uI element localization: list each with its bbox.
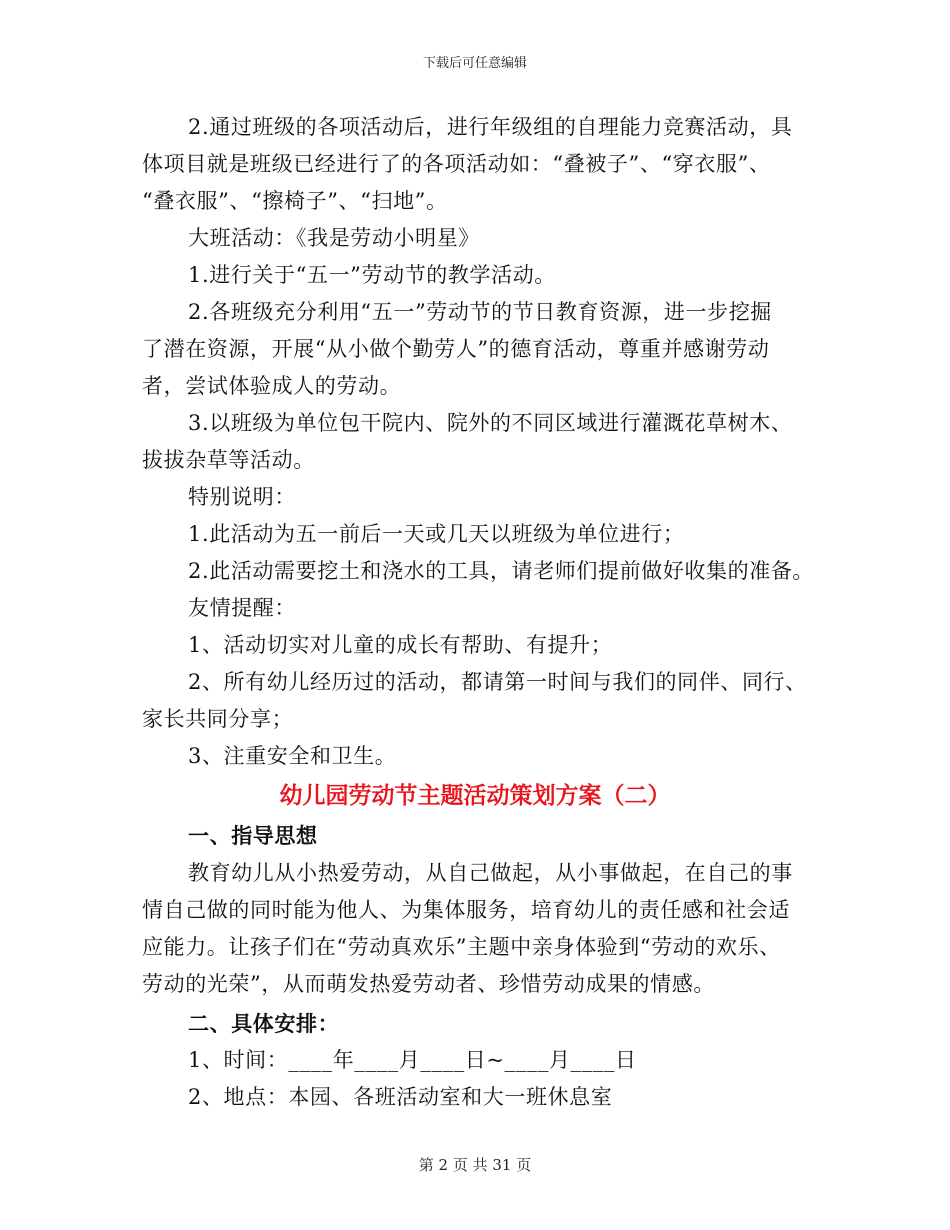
paragraph-line: 2.此活动需要挖土和浇水的工具，请老师们提前做好收集的准备。 bbox=[188, 559, 815, 583]
section-heading: 二、具体安排： bbox=[188, 1011, 340, 1036]
section-heading: 一、指导思想 bbox=[188, 823, 318, 848]
page-header: 下载后可任意编辑 bbox=[422, 56, 527, 71]
paragraph-line: 2.各班级充分利用“五一”劳动节的节日教育资源，进一步挖掘 bbox=[188, 300, 772, 324]
paragraph-line: 拔拔杂草等活动。 bbox=[142, 448, 315, 472]
paragraph-line: 1.进行关于“五一”劳动节的教学活动。 bbox=[188, 263, 556, 287]
paragraph-line: 家长共同分享； bbox=[142, 707, 294, 731]
paragraph-line: 情自己做的同时能为他人、为集体服务，培育幼儿的责任感和社会适 bbox=[142, 898, 790, 922]
paragraph-line: 3、注重安全和卫生。 bbox=[188, 744, 397, 768]
paragraph-line: 友情提醒： bbox=[188, 596, 296, 620]
paragraph-line: 3.以班级为单位包干院内、院外的不同区域进行灌溉花草树木、 bbox=[188, 411, 793, 435]
paragraph-line: 应能力。让孩子们在“劳动真欢乐”主题中亲身体验到“劳动的欢乐、 bbox=[142, 935, 781, 959]
paragraph-line: 2、所有幼儿经历过的活动，都请第一时间与我们的同伴、同行、 bbox=[188, 670, 807, 694]
paragraph-line: 教育幼儿从小热爱劳动，从自己做起，从小事做起，在自己的事 bbox=[188, 861, 793, 885]
page-footer: 第 2 页 共 31 页 bbox=[418, 1156, 532, 1174]
paragraph-line: 特别说明： bbox=[188, 485, 296, 509]
paragraph-line: 者，尝试体验成人的劳动。 bbox=[142, 374, 402, 398]
paragraph-line: 劳动的光荣”，从而萌发热爱劳动者、珍惜劳动成果的情感。 bbox=[142, 972, 715, 996]
paragraph-line: 大班活动：《我是劳动小明星》 bbox=[188, 226, 480, 250]
paragraph-line: 1、活动切实对儿童的成长有帮助、有提升； bbox=[188, 633, 613, 657]
paragraph-line: 体项目就是班级已经进行了的各项活动如：“叠被子”、“穿衣服”、 bbox=[142, 152, 771, 176]
paragraph-line: “叠衣服”、“擦椅子”、“扫地”。 bbox=[142, 189, 448, 213]
paragraph-line: 1、时间：____年____月____日~____月____日 bbox=[188, 1048, 637, 1072]
paragraph-line: 了潜在资源，开展“从小做个勤劳人”的德育活动，尊重并感谢劳动 bbox=[142, 337, 770, 361]
section-title: 幼儿园劳动节主题活动策划方案（二） bbox=[279, 782, 671, 809]
paragraph-line: 1.此活动为五一前后一天或几天以班级为单位进行； bbox=[188, 522, 685, 546]
paragraph-line: 2、地点：本园、各班活动室和大一班休息室 bbox=[188, 1085, 613, 1109]
paragraph-line: 2.通过班级的各项活动后，进行年级组的自理能力竞赛活动，具 bbox=[188, 115, 793, 139]
